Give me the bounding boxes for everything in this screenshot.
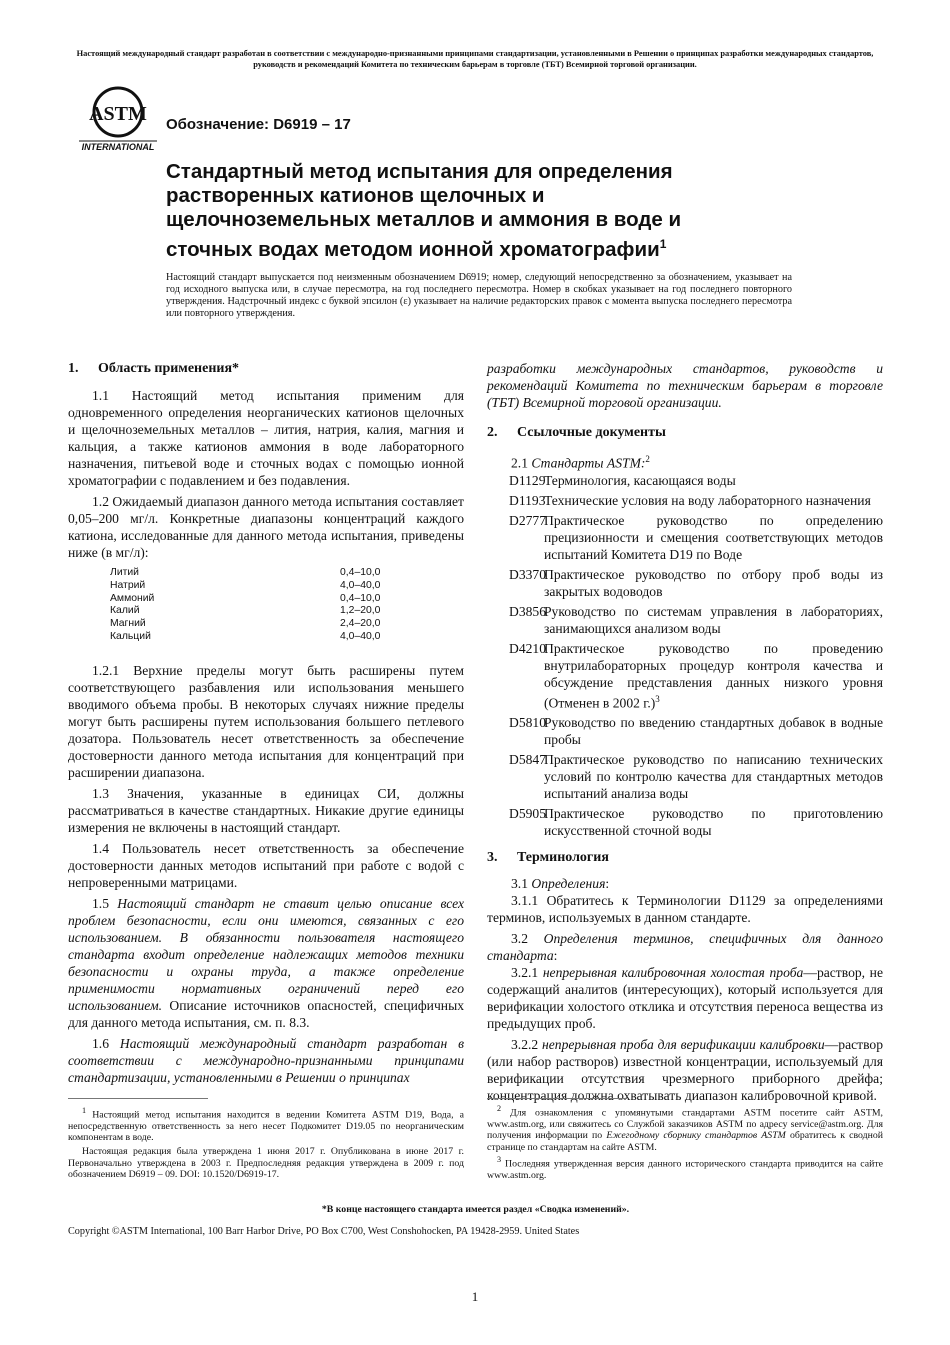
document-title — [166, 160, 726, 262]
reference-item: D3370Практическое руководство по отбору проб воды из закрытых водоводов — [509, 566, 883, 599]
footnote-1: $^1$ Настоящий метод испытания находится в ведении Комитета ASTM D19, Вода, а непосредственную ответственность за него несет Подкомитет D19.05 по неорганическим компонентам в воде. — [68, 1106, 464, 1144]
right-column — [487, 360, 883, 1104]
para-1-6-continued: разработки международных стандартов, руководств и рекомендаций Комитета по техническим барьерам в торговле (ТБТ) Всемирной торговой организации. — [487, 361, 883, 410]
copyright: Copyright ©ASTM International, 100 Barr Harbor Drive, PO Box C700, West Conshohocken, PA 19428-2959. United States — [68, 1226, 580, 1237]
reference-item: D1193Технические условия на воду лабораторного назначения — [509, 492, 871, 508]
para-1-3: 1.3 Значения, указанные в единицах СИ, должны рассматриваться в качестве стандартных. Никакие другие единицы измерения не включены в настоящий стандарт. — [68, 785, 464, 835]
range-table — [110, 567, 400, 644]
section-3-heading: 3. Терминология — [487, 850, 609, 866]
para-1-2: 1.2 Ожидаемый диапазон данного метода испытания составляет 0,05–200 мг/л. Конкретные диапазоны концентраций каждого катиона, исследованные для данного метода испытания, приведены ниже (в мг/л): — [68, 494, 464, 560]
footnote-1-revision: Настоящая редакция была утверждена 1 июня 2017 г. Опубликована в июне 2017 г. Первоначально утверждена в 2003 г. Предпоследняя редакция утверждена в 2009 г. под обозначением D6919 – 09. DOI: 10.1520/D6919-17. — [68, 1146, 464, 1181]
header-notice: Настоящий международный стандарт разработан в соответствии с международно-признанными принципами стандартизации, установленными в Решении о принципах разработки международных стандартов, руководств и рекомендаций Комитета по техническим барьерам в торговле (ТБТ) Всемирной торговой организации. — [76, 49, 874, 69]
summary-of-changes-note: *В конце настоящего стандарта имеется раздел «Сводка изменений». — [321, 1204, 630, 1215]
para-3-1: 3.1 Определения: — [511, 876, 610, 892]
designation: Обозначение: D6919 – 17 — [166, 116, 351, 133]
footnote-3: $^3$ Последняя утвержденная версия данного исторического стандарта приводится на сайте www.astm.org. — [487, 1154, 883, 1181]
range-row: Натрий 4,0–40,0 — [110, 579, 381, 591]
para-3-1-1: 3.1.1 Обратитесь к Терминологии D1129 за определениями терминов, используемых в данном стандарте. — [487, 893, 883, 926]
title-text: Стандартный метод испытания для определения растворенных катионов щелочных и щелочноземельных металлов и аммония в воде и сточных водах методом ионной хроматографии — [166, 160, 682, 261]
range-row: Кальций 4,0–40,0 — [110, 630, 381, 642]
para-1-5: 1.5 Настоящий стандарт не ставит целью описание всех проблем безопасности, если они имеются, связанных с его использованием. В обязанности пользователя настоящего стандарта входит определение надлежащих методов техники безопасности и охраны труда, а также определение применимости нормативных ограничений перед его использованием. Описание источников опасностей, специфичных для данного метода испытания, см. п. 8.3. — [68, 895, 464, 1030]
title-footnote-mark: 1 — [659, 237, 667, 251]
logo-text-top: ASTM — [89, 103, 147, 125]
footnote-rule — [68, 1098, 208, 1099]
left-column — [68, 360, 464, 1086]
reference-item: D5905Практическое руководство по приготовлению искусственной сточной воды — [509, 806, 883, 839]
footnotes-right — [487, 1098, 883, 1181]
para-1-4: 1.4 Пользователь несет ответственность за обеспечение достоверности данных методов испытаний при работе с водой с непроверенными матрицами. — [68, 840, 464, 890]
astm-logo-icon — [76, 84, 160, 152]
reference-item: D1129Терминология, касающаяся воды — [509, 472, 736, 488]
range-row: Калий 1,2–20,0 — [110, 605, 381, 617]
para-3-2-2: 3.2.2 непрерывная проба для верификации калибровки—раствор (или набор растворов) известной концентрации, используемый для верификации отсутствия чрезмерного приборного дрейфа; концентрация должна охватывать диапазон калибровочной кривой. — [487, 1037, 883, 1104]
intro-paragraph: Настоящий стандарт выпускается под неизменным обозначением D6919; номер, следующий непосредственно за обозначением, указывает на год исходного выпуска или, в случае пересмотра, на год последнего пересмотра. Номер в скобках указывает на год последнего повторного утверждения. Надстрочный индекс с буквой эпсилон (ε) указывает на наличие редакторских правок с момента выпуска последнего пересмотра или повторного утверждения. — [166, 272, 792, 319]
reference-item: D5810Руководство по введению стандартных добавок в водные пробы — [509, 715, 883, 748]
page-number: 1 — [471, 1289, 479, 1304]
logo-text-bottom: INTERNATIONAL — [81, 142, 155, 152]
para-1-6: 1.6 Настоящий международный стандарт разработан в соответствии с международно-признанными принципами стандартизации, установленными в Решении о принципах — [68, 1035, 464, 1085]
para-1-1: 1.1 Настоящий метод испытания применим для одновременного определения неорганических катионов щелочных и щелочноземельных металлов – лития, натрия, калия, магния и кальция, а также катионов аммония в воде лабораторного назначения, питьевой воде и сточных водах с помощью ионной хроматографии с подавлением и без подавления. — [68, 388, 464, 488]
range-row: Литий 0,4–10,0 — [110, 567, 381, 578]
para-1-2-1: 1.2.1 Верхние пределы могут быть расширены путем соответствующего разбавления или использования меньшего вводимого объема пробы. В некоторых случаях нижние пределы могут быть расширены путем использования большего петлевого дозатора. Пользователь несет ответственность за обеспечение достоверности данного метода испытания для концентраций при расширении диапазона. — [68, 662, 464, 780]
reference-item: D3856Руководство по системам управления в лабораториях, занимающихся анализом воды — [509, 603, 883, 636]
para-3-2-1: 3.2.1 непрерывная калибровочная холостая проба—раствор, не содержащий аналитов (интересующих), который используется для верификации холостого отклика и отсутствия переноса вещества из предыдущих проб. — [487, 965, 883, 1032]
reference-item: D5847Практическое руководство по написанию технических условий по контролю качества для стандартных методов испытаний анализа воды — [509, 752, 883, 802]
footnote-2: $^2$ Для ознакомления с упомянутыми стандартами ASTM посетите сайт ASTM, www.astm.org, или свяжитесь со Службой заказчиков ASTM по адресу service@astm.org. Для получения информации по Ежегодному сборнику стандартов ASTM обратитесь к сводной странице по стандартам на сайте ASTM. — [487, 1104, 884, 1154]
footnote-rule — [487, 1098, 627, 1099]
astm-logo — [76, 84, 160, 152]
range-row: Магний 2,4–20,0 — [110, 618, 381, 630]
range-row: Аммоний 0,4–10,0 — [110, 592, 381, 604]
reference-item: D2777Практическое руководство по определению прецизионности и смещения соответствующих методов испытаний Комитета D19 по Воде — [509, 512, 883, 562]
section-2-heading: 2. Ссылочные документы — [487, 425, 666, 440]
para-2-1: 2.1 Стандарты ASTM:$^2$ — [511, 454, 650, 471]
footnotes-left — [68, 1098, 464, 1181]
section-1-heading: 1. Область применения* — [68, 361, 240, 376]
reference-item: D4210Практическое руководство по проведению внутрилабораторных процедур контроля качества и обсуждение представления данных низкого уровня (Отменен в 2002 г.)$^3$ — [509, 640, 883, 711]
para-3-2: 3.2 Определения терминов, специфичных для данного стандарта: — [487, 931, 883, 964]
